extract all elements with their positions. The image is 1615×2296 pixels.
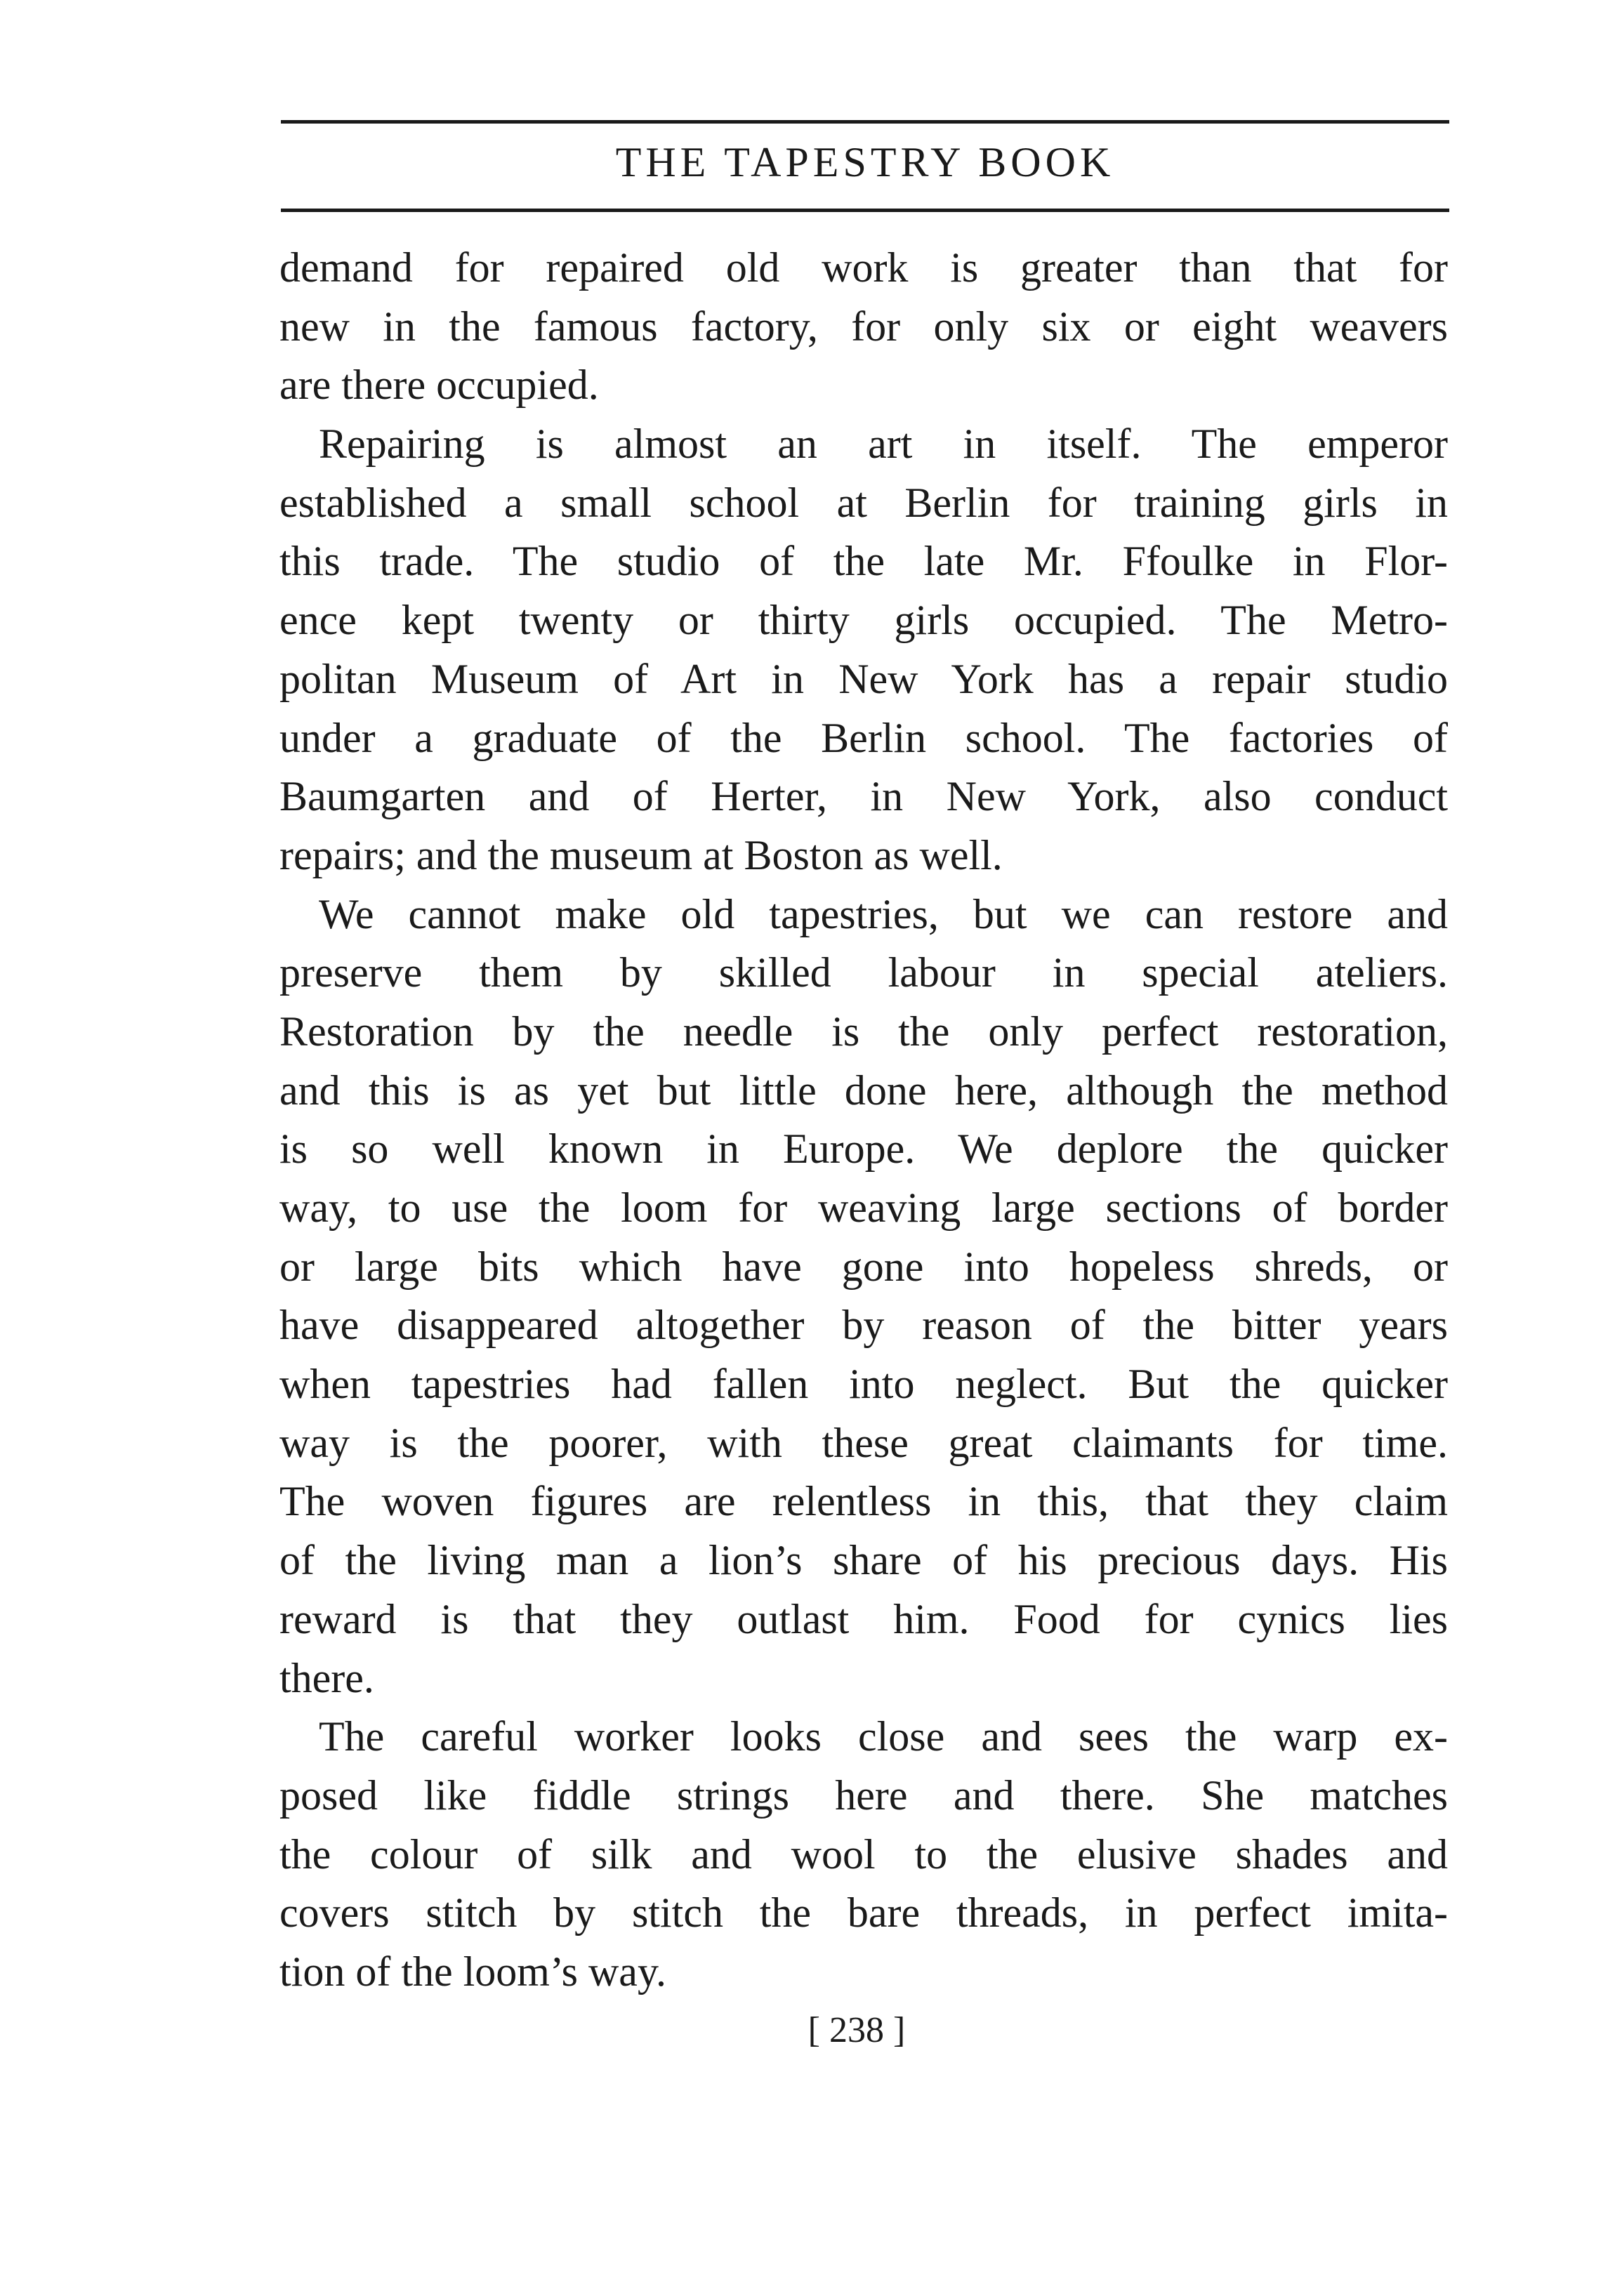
- text-line: or large bits which have gone into hopeless shreds, or: [279, 1243, 1448, 1290]
- text-line: posed like fiddle strings here and there. She matches: [279, 1772, 1448, 1819]
- text-line: way is the poorer, with these great claimants for time.: [279, 1419, 1448, 1466]
- text-line: way, to use the loom for weaving large sections of border: [279, 1185, 1448, 1231]
- text-line: of the living man a lion’s share of his precious days. His: [279, 1537, 1448, 1584]
- header-rule-top: [281, 120, 1449, 124]
- text-line: is so well known in Europe. We deplore the quicker: [279, 1126, 1448, 1173]
- running-head: THE TAPESTRY BOOK: [615, 139, 1115, 185]
- text-line: preserve them by skilled labour in special ateliers.: [279, 949, 1448, 996]
- text-line: under a graduate of the Berlin school. The factories of: [279, 714, 1448, 761]
- body-text: [279, 239, 1448, 2002]
- text-line: Repairing is almost an art in itself. The emperor: [319, 421, 1448, 468]
- text-line: when tapestries had fallen into neglect. But the quicker: [279, 1361, 1448, 1408]
- header-rule-bottom: [281, 209, 1449, 212]
- text-line: the colour of silk and wool to the elusive shades and: [279, 1830, 1448, 1878]
- paragraph: [279, 885, 1448, 1708]
- paragraph: [279, 1708, 1448, 2001]
- text-line: and this is as yet but little done here, although the method: [279, 1067, 1448, 1114]
- text-line: Baumgarten and of Herter, in New York, also conduct: [279, 773, 1448, 820]
- text-line: are there occupied.: [279, 362, 599, 409]
- paragraph: [279, 239, 1448, 415]
- text-line: this trade. The studio of the late Mr. Ffoulke in Flor-: [279, 538, 1448, 585]
- paragraph: [279, 415, 1448, 885]
- text-line: politan Museum of Art in New York has a repair studio: [279, 655, 1448, 702]
- text-line: repairs; and the museum at Boston as well.: [279, 831, 1003, 878]
- text-line: established a small school at Berlin for training girls in: [279, 479, 1448, 526]
- text-line: The careful worker looks close and sees the warp ex-: [319, 1713, 1448, 1760]
- page-number: [ 238 ]: [808, 2010, 906, 2050]
- text-line: ence kept twenty or thirty girls occupied. The Metro-: [279, 597, 1448, 644]
- text-line: reward is that they outlast him. Food for cynics lies: [279, 1595, 1448, 1642]
- text-line: We cannot make old tapestries, but we can restore and: [319, 890, 1448, 937]
- text-line: new in the famous factory, for only six or eight weavers: [279, 303, 1448, 350]
- text-line: have disappeared altogether by reason of the bitter years: [279, 1302, 1448, 1349]
- text-line: tion of the loom’s way.: [279, 1948, 667, 1995]
- text-line: there.: [279, 1654, 374, 1701]
- text-line: The woven figures are relentless in this, that they claim: [279, 1478, 1448, 1525]
- text-line: covers stitch by stitch the bare threads, in perfect imita-: [279, 1889, 1448, 1937]
- text-line: Restoration by the needle is the only perfect restoration,: [279, 1008, 1448, 1055]
- text-line: demand for repaired old work is greater than that for: [279, 244, 1448, 291]
